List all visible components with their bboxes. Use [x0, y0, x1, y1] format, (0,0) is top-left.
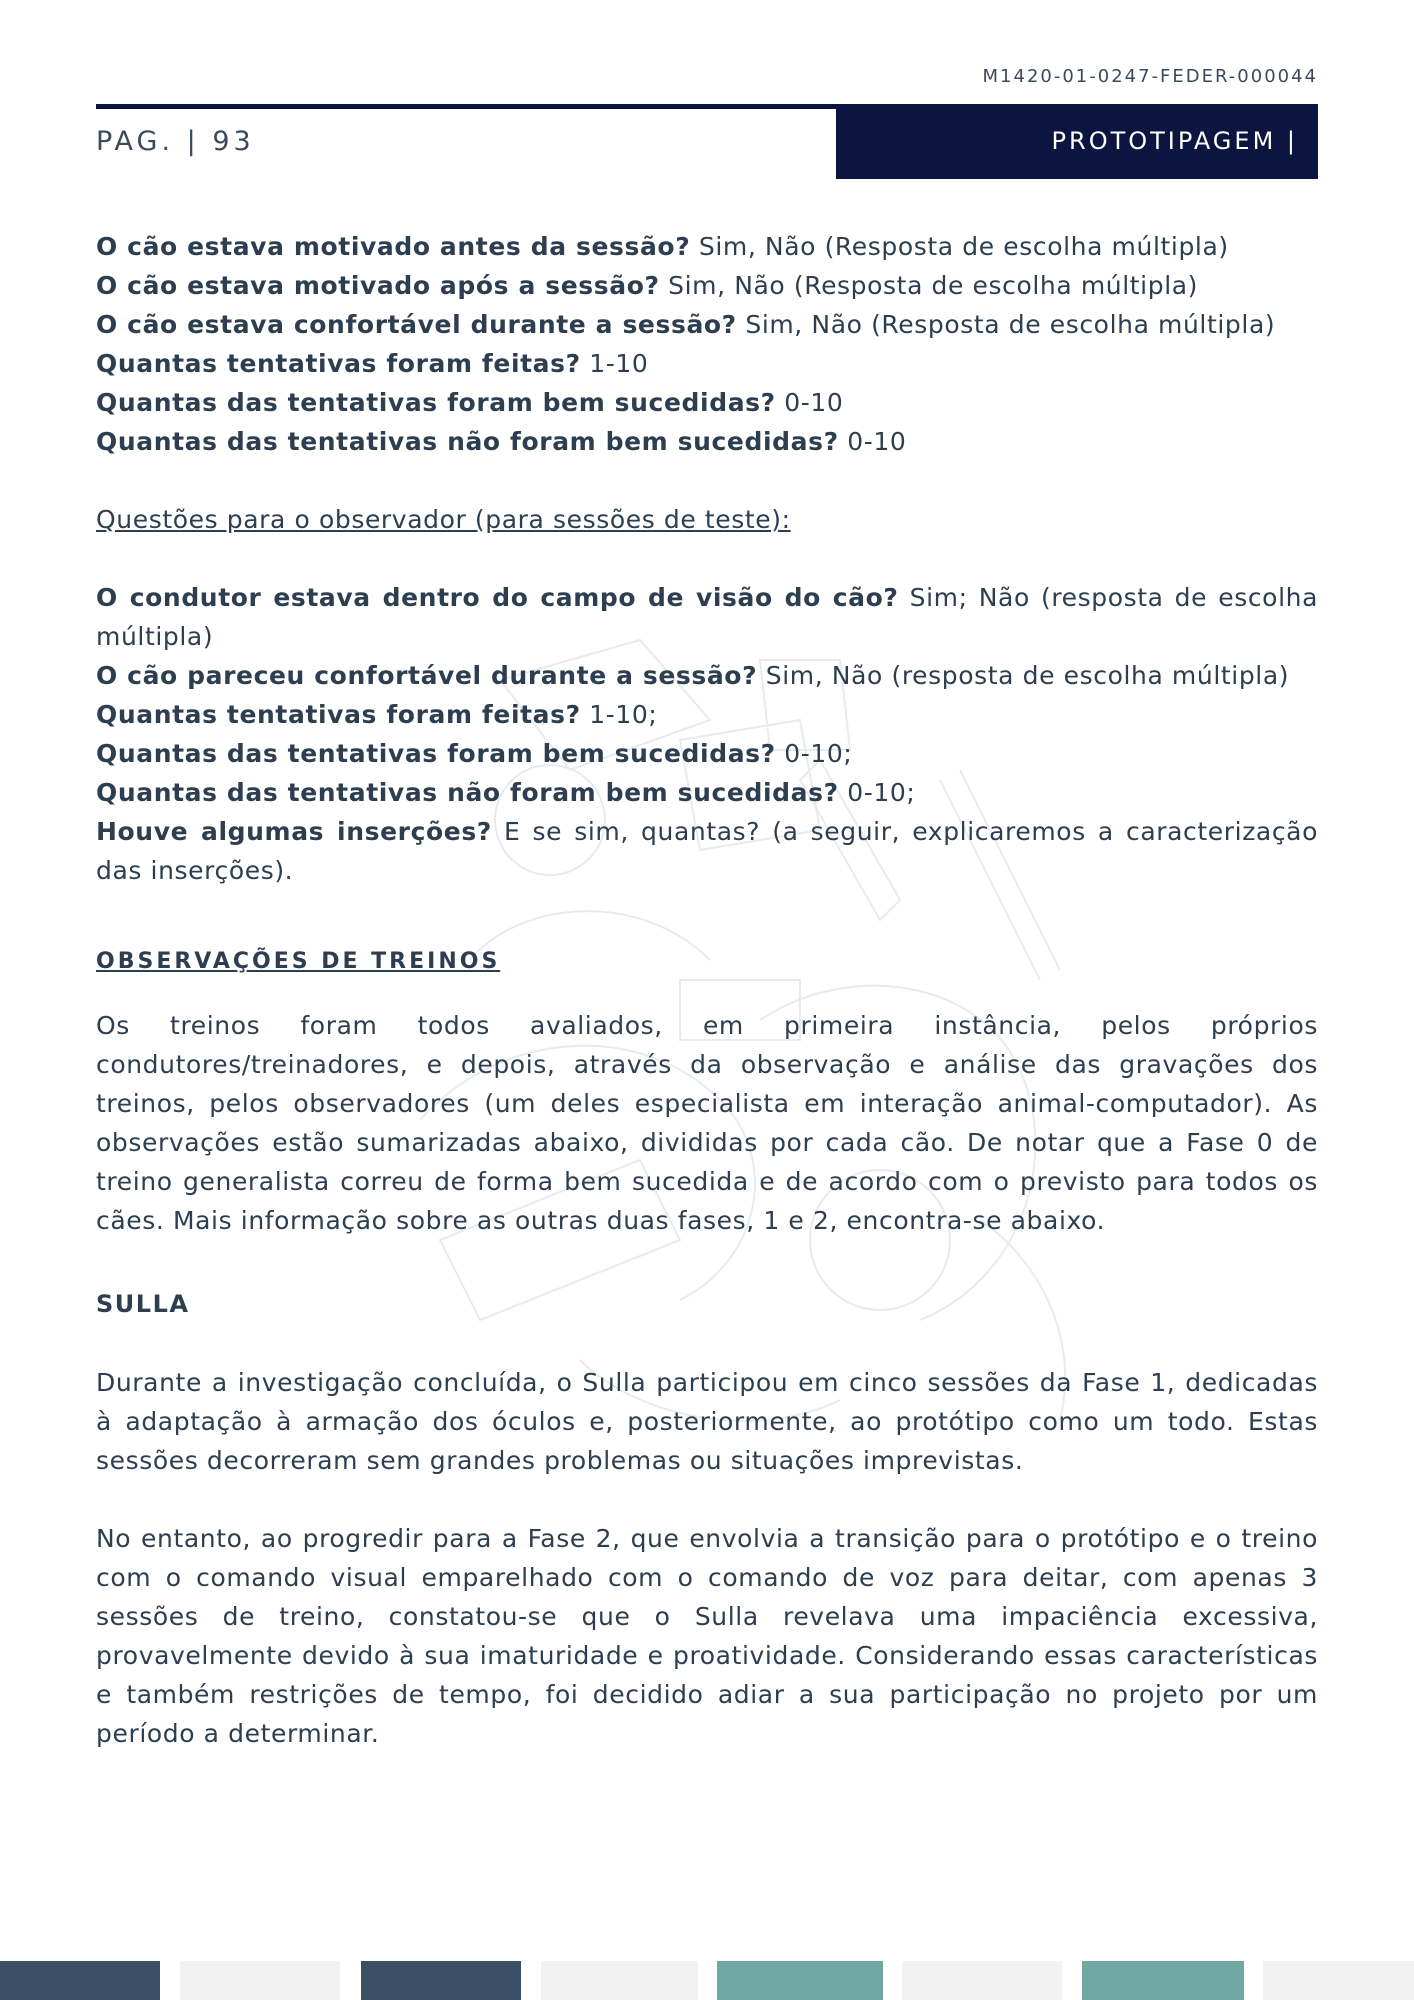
footer-bar	[180, 1961, 340, 2000]
footer-bar	[541, 1961, 698, 2000]
answer-options: Sim, Não (Resposta de escolha múltipla)	[736, 310, 1276, 339]
footer-bar	[717, 1961, 883, 2000]
question: Quantas das tentativas foram bem sucedidas?	[96, 388, 776, 417]
section-title: PROTOTIPAGEM |	[836, 104, 1318, 179]
answer-options: Sim, Não (Resposta de escolha múltipla)	[659, 271, 1199, 300]
sulla-paragraph-2: No entanto, ao progredir para a Fase 2, que envolvia a transição para o protótipo e o treino com o comando visual emparelhado com o comando de voz para deitar, com apenas 3 sessões de treino, constatou-se que o Sulla revelava uma impaciência excessiva, provavelmente devido à sua imaturidade e proatividade. Considerando essas características e também restrições de tempo, foi decidido adiar a sua participação no projeto por um período a determinar.	[96, 1524, 1318, 1748]
question-line	[96, 266, 1318, 305]
question: O cão pareceu confortável durante a sessão?	[96, 661, 758, 690]
document-code: M1420-01-0247-FEDER-000044	[982, 66, 1318, 87]
session-questions	[96, 227, 1318, 461]
question-line	[96, 383, 1318, 422]
page-content	[96, 227, 1318, 1753]
question: Quantas tentativas foram feitas?	[96, 700, 581, 729]
observations-paragraph: Os treinos foram todos avaliados, em primeira instância, pelos próprios condutores/treinadores, e depois, através da observação e análise das gravações dos treinos, pelos observadores (um deles especialista em interação animal-computador). As observações estão sumarizadas abaixo, divididas por cada cão. De notar que a Fase 0 de treino generalista correu de forma bem sucedida e de acordo com o previsto para todos os cães. Mais informação sobre as outras duas fases, 1 e 2, encontra-se abaixo.	[96, 1011, 1318, 1235]
answer-options: Sim, Não (resposta de escolha múltipla)	[757, 661, 1290, 690]
footer-bar	[1082, 1961, 1244, 2000]
answer-options: 1-10	[580, 349, 649, 378]
question-line	[96, 656, 1318, 695]
answer-options: E se sim, quantas? (a seguir, explicaremos a caracterização das inserções).	[96, 817, 1318, 885]
answer-options: 0-10;	[838, 778, 916, 807]
question: Quantas tentativas foram feitas?	[96, 349, 581, 378]
answer-options: 0-10	[838, 427, 907, 456]
observer-questions-heading: Questões para o observador (para sessões de teste):	[96, 505, 791, 534]
answer-options: 0-10	[775, 388, 844, 417]
question: Quantas das tentativas não foram bem sucedidas?	[96, 778, 839, 807]
question: O condutor estava dentro do campo de visão do cão?	[96, 583, 899, 612]
page-number: PAG. | 93	[96, 126, 255, 157]
question: Houve algumas inserções?	[96, 817, 492, 846]
answer-options: 1-10;	[580, 700, 658, 729]
answer-options: 0-10;	[775, 739, 853, 768]
question-line	[96, 695, 1318, 734]
question-line	[96, 578, 1318, 656]
answer-options: Sim, Não (Resposta de escolha múltipla)	[690, 232, 1229, 261]
answer-options: Sim; Não (resposta de escolha múltipla)	[96, 583, 1318, 651]
question-line	[96, 227, 1318, 266]
observer-questions	[96, 578, 1318, 890]
question: Quantas das tentativas não foram bem sucedidas?	[96, 427, 839, 456]
question: Quantas das tentativas foram bem sucedidas?	[96, 739, 776, 768]
question: O cão estava confortável durante a sessão?	[96, 310, 737, 339]
question-line	[96, 773, 1318, 812]
footer-bar	[361, 1961, 521, 2000]
footer-bar	[0, 1961, 160, 2000]
footer-color-bars	[0, 1961, 1414, 2000]
question: O cão estava motivado após a sessão?	[96, 271, 660, 300]
question-line	[96, 734, 1318, 773]
footer-bar	[1263, 1961, 1414, 2000]
sulla-paragraph-1: Durante a investigação concluída, o Sulla participou em cinco sessões da Fase 1, dedicadas à adaptação à armação dos óculos e, posteriormente, ao protótipo como um todo. Estas sessões decorreram sem grandes problemas ou situações imprevistas.	[96, 1368, 1318, 1475]
question: O cão estava motivado antes da sessão?	[96, 232, 691, 261]
section-heading-observacoes: OBSERVAÇÕES DE TREINOS	[96, 949, 501, 974]
question-line	[96, 344, 1318, 383]
question-line	[96, 812, 1318, 890]
question-line	[96, 305, 1318, 344]
footer-bar	[902, 1961, 1062, 2000]
question-line	[96, 422, 1318, 461]
section-heading-sulla: SULLA	[96, 1290, 190, 1318]
